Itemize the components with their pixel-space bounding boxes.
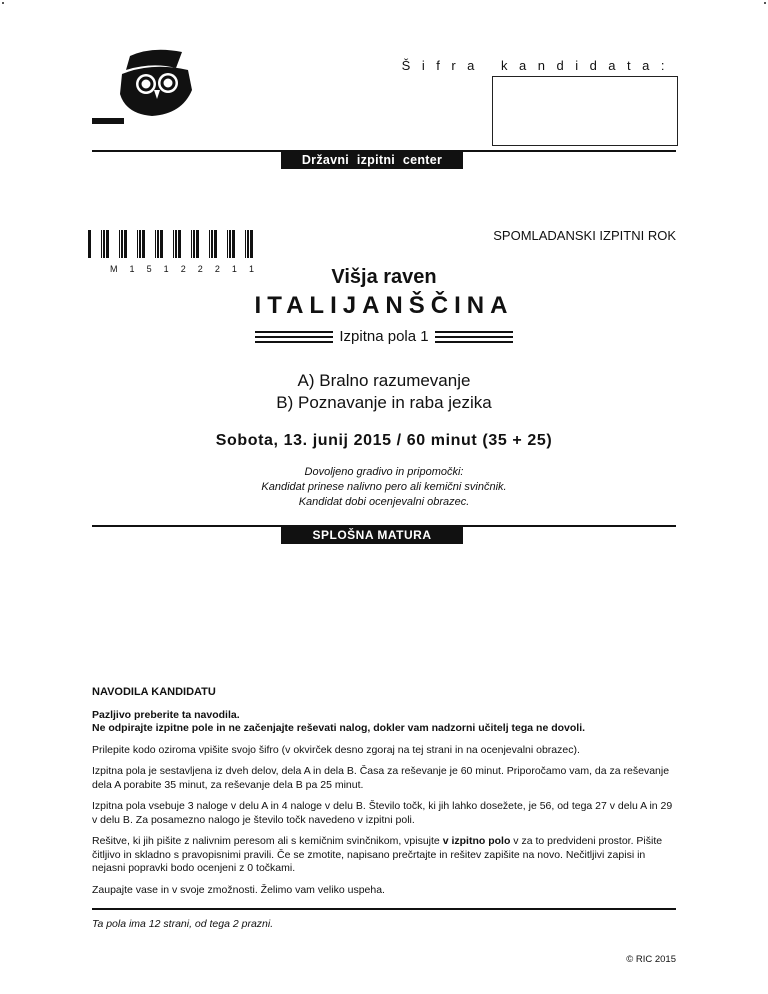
barcode-digit: M bbox=[110, 264, 118, 274]
instructions-warning bbox=[92, 709, 676, 736]
p4-end: v za to predvideni prostor. Pišite čitljivo in skladno s pravopisnimi pravili. Če se zmotite, napisano prečrtajte in rešitev zapišite na novo. Nečitljivi zapisi in nejasni popravki bodo ocenjeni z 0 točkami. bbox=[92, 835, 663, 874]
exam-level: Višja raven bbox=[331, 266, 437, 288]
copyright: © RIC 2015 bbox=[626, 954, 676, 965]
instruction-paragraph-4 bbox=[92, 835, 676, 876]
aids-title: Dovoljeno gradivo in pripomočki: bbox=[304, 466, 464, 478]
exam-date: Sobota, 13. junij 2015 / 60 minut (35 + 25) bbox=[215, 432, 553, 449]
exam-center-band: Državni izpitni center bbox=[281, 151, 463, 169]
warning-line-1: Pazljivo preberite ta navodila. bbox=[92, 708, 240, 721]
barcode-digit: 2 bbox=[197, 264, 203, 274]
p4-bold: v izpitno polo bbox=[442, 835, 511, 847]
barcode-digit: 1 bbox=[248, 264, 254, 274]
corner-mark-left bbox=[2, 2, 4, 4]
p4-start: Rešitve, ki jih pišite z nalivnim peresom ali s kemičnim svinčnikom, vpisujte bbox=[92, 835, 443, 847]
corner-mark-right bbox=[764, 2, 766, 4]
logo-underline bbox=[92, 118, 124, 124]
barcode-digit: 2 bbox=[180, 264, 186, 274]
aids-line-1: Kandidat prinese nalivno pero ali kemični svinčnik. bbox=[261, 481, 507, 493]
paper-title: Izpitna pola 1 bbox=[339, 328, 429, 345]
exam-parts bbox=[0, 370, 768, 414]
pages-note: Ta pola ima 12 strani, od tega 2 prazni. bbox=[92, 918, 274, 930]
footer-rule bbox=[92, 908, 676, 910]
barcode bbox=[88, 230, 256, 258]
barcode-digit: 1 bbox=[129, 264, 135, 274]
barcode-digit: 5 bbox=[146, 264, 152, 274]
candidate-instructions bbox=[92, 686, 676, 905]
owl-logo bbox=[112, 44, 196, 118]
instruction-paragraph-5: Zaupajte vase in v svoje zmožnosti. Želimo vam veliko uspeha. bbox=[92, 883, 385, 896]
exam-subject: ITALIJANŠČINA bbox=[254, 292, 514, 319]
candidate-code-box[interactable] bbox=[492, 76, 678, 146]
part-a: A) Bralno razumevanje bbox=[297, 371, 471, 390]
decorative-lines-right bbox=[435, 331, 513, 343]
candidate-code-label: Šifra kandidata: bbox=[401, 58, 676, 73]
paper-title-row bbox=[0, 328, 768, 345]
allowed-materials bbox=[0, 465, 768, 510]
instruction-paragraph-1: Prilepite kodo oziroma vpišite svojo šifro (v okvirček desno zgoraj na tej strani in na ocenjevalni obrazec). bbox=[92, 743, 580, 756]
part-b: B) Poznavanje in raba jezika bbox=[276, 393, 492, 412]
instructions-heading: NAVODILA KANDIDATU bbox=[92, 686, 216, 698]
aids-line-2: Kandidat dobi ocenjevalni obrazec. bbox=[298, 496, 470, 508]
decorative-lines-left bbox=[255, 331, 333, 343]
instruction-paragraph-3: Izpitna pola vsebuje 3 naloge v delu A in 4 naloge v delu B. Število točk, ki jih lahko dosežete, je 56, od tega 27 v delu A in 29 v delu B. Za posamezno nalogo je število točk navedeno v izpitni poli. bbox=[92, 800, 673, 826]
instruction-paragraph-2: Izpitna pola je sestavljena iz dveh delov, dela A in dela B. Časa za reševanje je 60 minut. Priporočamo vam, da za reševanje dela A porabite 35 minut, za reševanje dela B pa 25 minut. bbox=[92, 765, 670, 791]
barcode-digit: 1 bbox=[231, 264, 237, 274]
barcode-digit: 1 bbox=[163, 264, 169, 274]
warning-line-2: Ne odpirajte izpitne pole in ne začenjajte reševati nalog, dokler vam nadzorni učitelj tega ne dovoli. bbox=[92, 722, 586, 734]
exam-season: SPOMLADANSKI IZPITNI ROK bbox=[493, 228, 676, 243]
matura-band: SPLOŠNA MATURA bbox=[281, 526, 463, 544]
barcode-digit: 2 bbox=[214, 264, 220, 274]
